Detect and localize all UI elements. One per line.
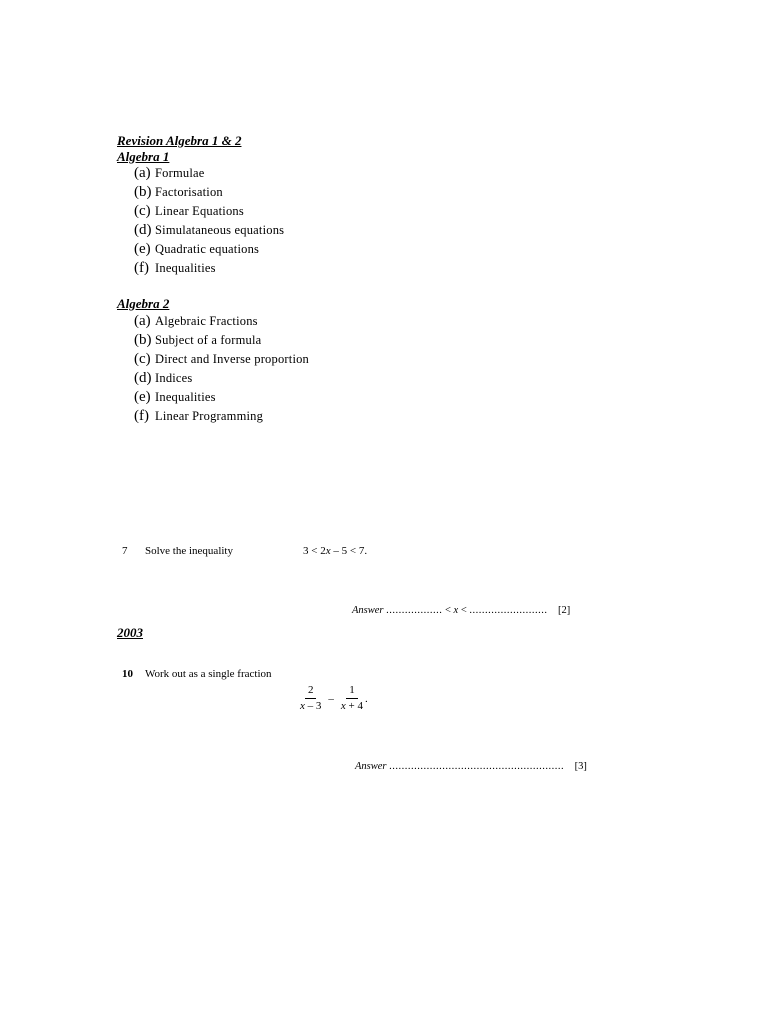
denominator-variable: x: [300, 700, 305, 712]
list-item: [134, 164, 284, 183]
list-item-letter: (d): [134, 370, 152, 386]
revision-title: Revision Algebra 1 & 2: [117, 133, 242, 148]
fraction-denominator: [300, 699, 321, 713]
denominator-rest: + 4: [345, 700, 363, 712]
year-heading: 2003: [117, 625, 143, 640]
list-item: [134, 202, 284, 221]
list-item-text: Simulataneous equations: [155, 223, 285, 237]
list-item-letter: (b): [134, 184, 152, 200]
list-item: [134, 331, 309, 350]
list-item: [134, 259, 284, 278]
list-item-text: Linear Equations: [155, 204, 244, 218]
answer-variable: x: [453, 605, 459, 616]
list-item: [134, 388, 309, 407]
list-item: [134, 350, 309, 369]
fraction-denominator: [341, 699, 363, 713]
list-item-letter: (d): [134, 222, 152, 238]
list-item: [134, 183, 284, 202]
list-item: [134, 369, 309, 388]
expression-part: 3 < 2: [303, 545, 326, 557]
answer-operator: <: [442, 605, 454, 616]
list-item-text: Factorisation: [155, 185, 223, 199]
algebra1-topic-list: [134, 164, 284, 278]
list-item: [134, 407, 309, 426]
answer-label: Answer: [352, 605, 384, 616]
list-item-letter: (b): [134, 332, 152, 348]
answer-label: Answer: [355, 761, 387, 772]
list-item-text: Inequalities: [155, 261, 216, 275]
question10-text: Work out as a single fraction: [145, 668, 272, 680]
question7-expression: [303, 545, 367, 557]
answer-operator: <: [458, 605, 470, 616]
fraction-numerator: 2: [305, 684, 317, 699]
question7-answer-line: [352, 605, 570, 616]
list-item-text: Formulae: [155, 166, 205, 180]
list-item-text: Quadratic equations: [155, 242, 260, 256]
list-item-letter: (e): [134, 389, 151, 405]
list-item-text: Linear Programming: [155, 409, 264, 423]
answer-marks: [2]: [558, 605, 571, 616]
list-item-text: Inequalities: [155, 390, 216, 404]
expression-variable: x: [325, 545, 331, 557]
expression-part: – 5 < 7.: [330, 545, 368, 557]
algebra1-title: Algebra 1: [117, 149, 170, 164]
list-item-letter: (e): [134, 241, 151, 257]
minus-operator: –: [328, 692, 334, 705]
question7-number: 7: [122, 545, 128, 557]
list-item: [134, 312, 309, 331]
question10-expression: [300, 684, 368, 713]
list-item-letter: (f): [134, 408, 149, 424]
answer-blank-right[interactable]: .........................: [469, 605, 548, 616]
fraction-two: [341, 684, 363, 713]
list-item-letter: (f): [134, 260, 149, 276]
fraction-one: [300, 684, 321, 713]
list-item-text: Subject of a formula: [155, 333, 262, 347]
question7-text: Solve the inequality: [145, 545, 233, 557]
algebra2-title: Algebra 2: [117, 296, 170, 311]
answer-marks: [3]: [574, 761, 587, 772]
fraction-numerator: 1: [346, 684, 358, 699]
answer-blank[interactable]: ........................................................: [389, 761, 565, 772]
list-item: [134, 240, 284, 259]
list-item-letter: (c): [134, 351, 151, 367]
question10-answer-line: [355, 761, 587, 772]
list-item-text: Direct and Inverse proportion: [155, 352, 310, 366]
expression-end: .: [365, 692, 368, 705]
denominator-rest: – 3: [304, 700, 322, 712]
list-item-letter: (a): [134, 313, 151, 329]
list-item-text: Algebraic Fractions: [155, 314, 258, 328]
answer-blank-left[interactable]: ..................: [386, 605, 443, 616]
algebra2-topic-list: [134, 312, 309, 426]
list-item-text: Indices: [155, 371, 193, 385]
list-item: [134, 221, 284, 240]
list-item-letter: (c): [134, 203, 151, 219]
question10-number: 10: [122, 668, 133, 680]
list-item-letter: (a): [134, 165, 151, 181]
denominator-variable: x: [340, 700, 346, 712]
